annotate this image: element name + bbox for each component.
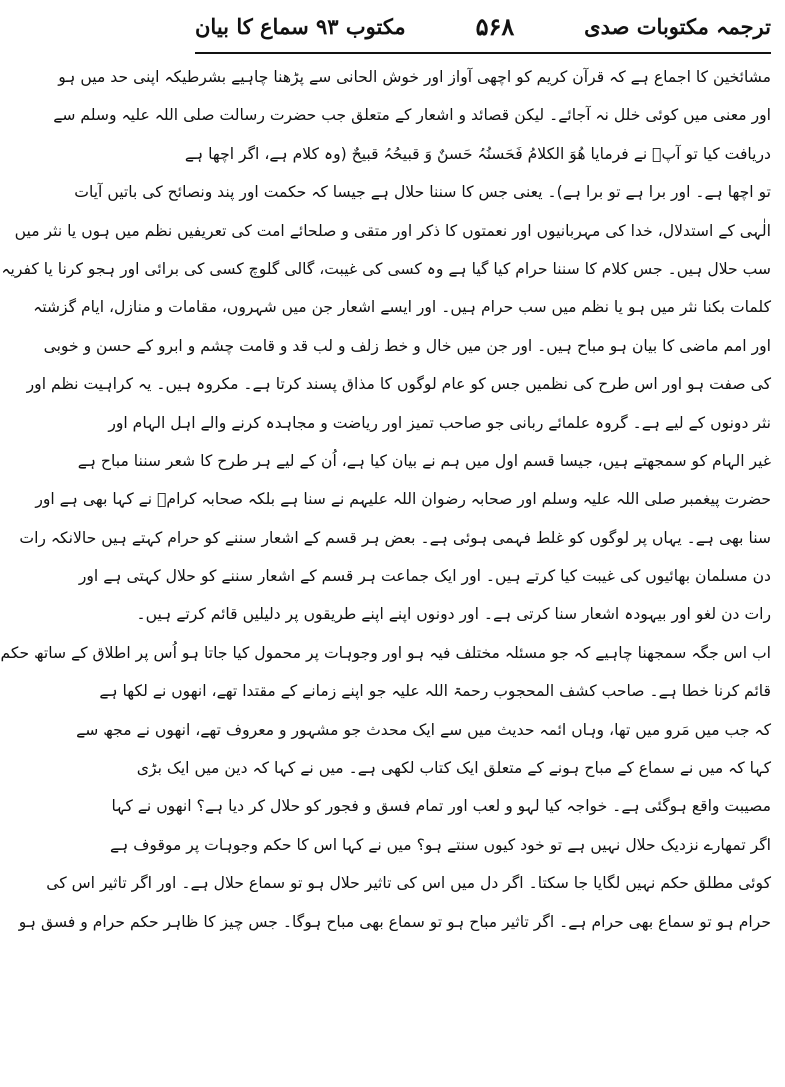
running-title: ترجمہ مکتوبات صدی bbox=[584, 13, 771, 39]
text-line: سب حلال ہیں۔ جس کلام کا سننا حرام کیا گیا ہے وہ کسی کی غیبت، گالی گلوچ کسی کی برائی اور ہجو کرنا یا کفریہ bbox=[1, 259, 771, 278]
text-line: قائم کرنا خطا ہے۔ صاحب کشف المحجوب رحمۃ اللہ علیہ جو اپنے زمانے کے مقتدا تھے، انھوں نے لکھا ہے bbox=[99, 682, 771, 701]
text-line: کلمات بکنا نثر میں ہو یا نظم میں سب حرام ہیں۔ اور ایسے اشعار جن میں شہروں، مقامات و منازل، ایام گزشتہ bbox=[33, 298, 771, 317]
text-line: کہا کہ میں نے سماع کے مباح ہونے کے متعلق ایک کتاب لکھی ہے۔ میں نے کہا کہ دین میں ایک بڑی bbox=[136, 759, 771, 778]
text-line: دن مسلمان بھائیوں کی غیبت کیا کرتے ہیں۔ اور ایک جماعت ہر قسم کے اشعار سننے کو حلال کہتی ہے اور bbox=[78, 567, 771, 586]
text-line: کوئی مطلق حکم نہیں لگایا جا سکتا۔ اگر دل میں اس کی تاثیر حلال ہو تو سماع حلال ہے۔ اور اگر تاثیر اس کی bbox=[46, 874, 771, 893]
text-line: کہ جب میں مَرو میں تھا، وہاں ائمہ حدیث میں سے ایک محدث جو مشہور و معروف تھے، انھوں نے مجھ سے bbox=[76, 720, 771, 739]
page-header bbox=[195, 0, 771, 52]
text-line: غیر الہام کو سمجھتے ہیں، جیسا قسم اول میں ہم نے بیان کیا ہے، اُن کے لیے ہر طرح کا شعر سننا مباح ہے bbox=[77, 451, 771, 470]
text-line: نثر دونوں کے لیے ہے۔ گروہ علمائے ربانی جو صاحب تمیز اور ریاضت و مجاہدہ کرنے والے اہل الہام اور bbox=[108, 413, 771, 432]
text-line: تو اچھا ہے۔ اور برا ہے تو برا ہے)۔ یعنی جس کا سننا حلال ہے جیسا کہ حکمت اور پند ونصائح کی باتیں آیات bbox=[74, 183, 771, 202]
text-line: دریافت کیا تو آپؐ نے فرمایا ھُوَ الکلامُ فَحَسنُہُ حَسنٌ وَ قبیحُہُ قبیحٌ (وہ کلام ہے، اگر اچھا ہے bbox=[184, 144, 771, 163]
chapter-title: مکتوب ۹۳ سماع کا بیان bbox=[195, 13, 406, 39]
text-line: اور معنی میں کوئی خلل نہ آجائے۔ لیکن قصائد و اشعار کے متعلق جب حضرت رسالت صلی اللہ علیہ وسلم سے bbox=[53, 106, 771, 125]
text-line: کی صفت ہو اور اس طرح کی نظمیں جس کو عام لوگوں کا مذاق پسند کرتا ہے۔ مکروہ ہیں۔ یہ کراہیت نظم اور bbox=[26, 375, 771, 394]
text-line: رات دن لغو اور بیہودہ اشعار سنا کرتی ہے۔ اور دونوں اپنے اپنے طریقوں پر دلیلیں قائم کرتے ہیں۔ bbox=[136, 605, 771, 624]
text-line: حضرت پیغمبر صلی اللہ علیہ وسلم اور صحابہ رضوان اللہ علیہم نے سنا ہے بلکہ صحابہ کرامؓ نے کہا بھی ہے اور bbox=[35, 490, 771, 509]
text-line: اب اس جگہ سمجھنا چاہیے کہ جو مسئلہ مختلف فیہ ہو اور وجوہات پر محمول کیا جاتا ہو اُس پر اطلاق کے ساتھ حکم bbox=[0, 643, 771, 662]
text-line: اور امم ماضی کا بیان ہو مباح ہیں۔ اور جن میں خال و خط زلف و لب قد و قامت چشم و ابرو کے حسن و خوبی bbox=[43, 336, 771, 355]
text-line: مشائخین کا اجماع ہے کہ قرآن کریم کو اچھی آواز اور خوش الحانی سے پڑھنا چاہیے بشرطیکہ اپنی حد میں ہو bbox=[58, 68, 771, 86]
text-line: حرام ہو تو سماع بھی حرام ہے۔ اگر تاثیر مباح ہو تو سماع بھی مباح ہوگا۔ جس چیز کا ظاہر حکم حرام و فسق ہو bbox=[18, 912, 771, 931]
header-rule bbox=[195, 52, 771, 54]
page-number: ۵۶۸ bbox=[475, 11, 515, 41]
text-line: الٰہی کے استدلال، خدا کی مہربانیوں اور نعمتوں کا ذکر اور متقی و صلحائے امت کی تعریفیں نظم میں ہوں یا نثر میں bbox=[14, 221, 771, 240]
text-line: سنا بھی ہے۔ یہاں پر لوگوں کو غلط فہمی ہوئی ہے۔ بعض ہر قسم کے اشعار سننے کو حرام کہتے ہیں حالانکہ رات bbox=[19, 528, 771, 547]
body-text bbox=[0, 58, 771, 941]
text-line: اگر تمھارے نزدیک حلال نہیں ہے تو خود کیوں سنتے ہو؟ میں نے کہا اس کا حکم وجوہات پر موقوف ہے bbox=[110, 835, 771, 854]
text-line: مصیبت واقع ہوگئی ہے۔ خواجہ کیا لہو و لعب اور تمام فسق و فجور کو حلال کر دیا ہے؟ انھوں نے کہا bbox=[111, 797, 771, 816]
